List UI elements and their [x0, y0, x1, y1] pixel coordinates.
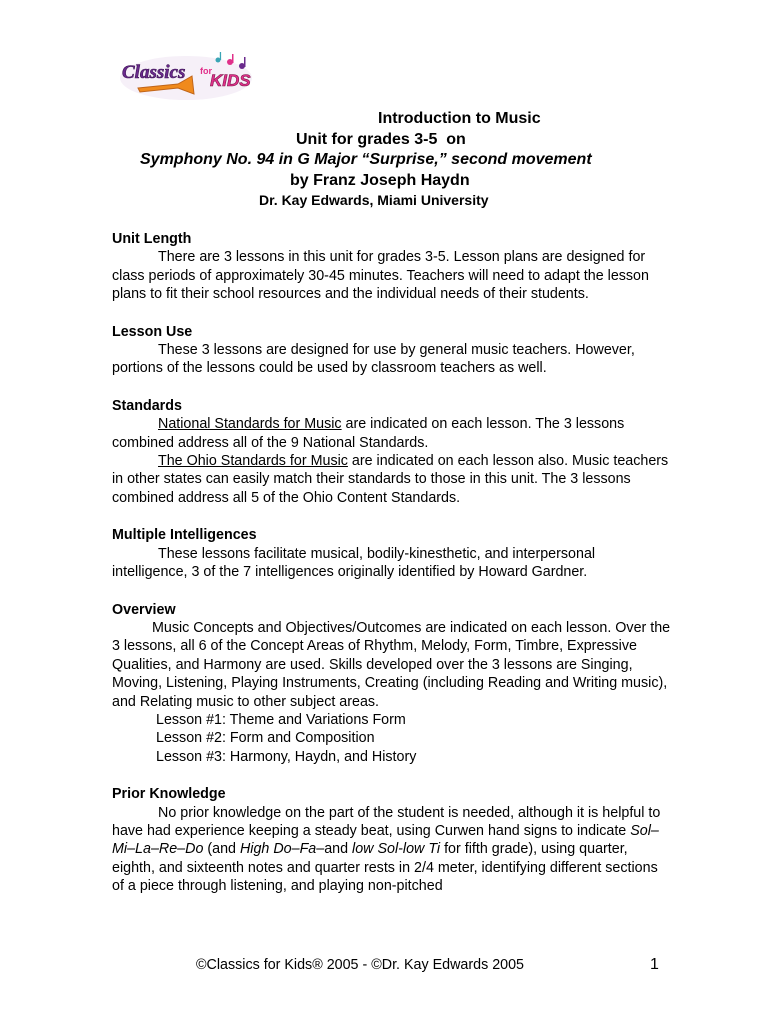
section-heading: Standards [112, 397, 182, 414]
document-body [112, 230, 672, 915]
title-line-4: by Franz Joseph Haydn [290, 171, 470, 189]
section-heading: Lesson Use [112, 323, 193, 340]
section-multiple-intelligences [112, 526, 672, 581]
section-heading: Multiple Intelligences [112, 527, 257, 544]
lesson-list-item: Lesson #1: Theme and Variations Form [156, 711, 406, 728]
section-paragraph: These lessons facilitate musical, bodily-kinesthetic, and interpersonal intelligence, 3 of the 7 intelligences originally identified by Howard Gardner. [112, 545, 596, 581]
classics-for-kids-logo [118, 52, 258, 102]
section-paragraph: Music Concepts and Objectives/Outcomes are indicated on each lesson. Over the 3 lessons, all 6 of the Concept Areas of Rhythm, Melody, Form, Timbre, Expressive Qualities, and Harmony are used. Skills developed over the 3 lessons are Singing, Moving, Listening, Playing Instruments, Creating (including Reading and Writing music), and Relating music to other subject areas. [112, 619, 671, 710]
svg-text:for: for [200, 66, 212, 76]
national-standards-link[interactable]: National Standards for Music [158, 416, 342, 433]
author-line: Dr. Kay Edwards, Miami University [259, 192, 489, 208]
section-paragraph: The Ohio Standards for Music are indicated on each lesson also. Music teachers in other states can easily match their standards to those in this unit. The 3 lessons combined address all 5 of the Ohio Content Standards. [112, 453, 669, 506]
title-line-3: Symphony No. 94 in G Major “Surprise,” second movement [140, 151, 592, 168]
logo-graphic [118, 52, 258, 102]
section-standards [112, 397, 672, 507]
section-paragraph: No prior knowledge on the part of the student is needed, although it is helpful to have had experience keeping a steady beat, using Curwen hand signs to indicate Sol–Mi–La–Re–Do (and High Do–Fa–and low Sol-low Ti for fifth grade), using quarter, eighth, and sixteenth notes and quarter rests in 2/4 meter, identifying different sections of a piece through listening, and playing non-pitched [112, 804, 661, 895]
page-number: 1 [650, 956, 659, 973]
title-line-1: Introduction to Music [378, 110, 541, 127]
document-title-block [0, 109, 768, 210]
svg-text:Classics: Classics [122, 62, 186, 83]
section-heading: Prior Knowledge [112, 786, 226, 803]
section-heading: Overview [112, 601, 176, 618]
section-prior-knowledge [112, 785, 672, 895]
lesson-list-item: Lesson #3: Harmony, Haydn, and History [156, 748, 417, 765]
section-heading: Unit Length [112, 231, 192, 247]
section-unit-length [112, 230, 672, 304]
section-paragraph: There are 3 lessons in this unit for grades 3-5. Lesson plans are designed for class periods of approximately 30-45 minutes. Teachers will need to adapt the lesson plans to fit their school resources and the individual needs of their students. [112, 249, 649, 303]
lesson-list-item: Lesson #2: Form and Composition [156, 730, 375, 747]
section-paragraph: These 3 lessons are designed for use by general music teachers. However, portions of the lessons could be used by classroom teachers as well. [112, 342, 635, 377]
title-line-2: Unit for grades 3-5 on [296, 130, 466, 148]
section-overview [112, 601, 672, 767]
ohio-standards-link[interactable]: The Ohio Standards for Music [158, 453, 348, 470]
section-paragraph: National Standards for Music are indicated on each lesson. The 3 lessons combined address all of the 9 National Standards. [112, 416, 625, 451]
section-lesson-use [112, 323, 672, 378]
copyright-text: ©Classics for Kids® 2005 - ©Dr. Kay Edwards 2005 [196, 957, 524, 973]
svg-text:KIDS: KIDS [210, 71, 251, 90]
